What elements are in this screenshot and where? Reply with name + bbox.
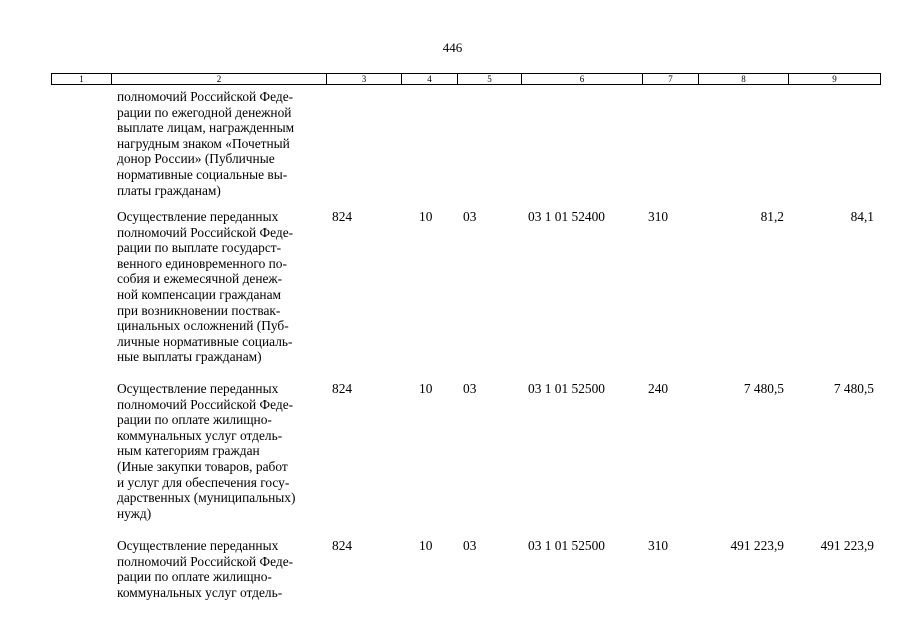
expense-type-code: 310 xyxy=(648,538,669,553)
description-line: личные нормативные социаль- xyxy=(117,333,293,349)
description-line: полномочий Российской Феде- xyxy=(117,224,294,240)
header-col-7: 7 xyxy=(643,74,699,85)
column-number-header xyxy=(51,73,881,85)
description-line: нужд) xyxy=(117,505,152,521)
header-col-5: 5 xyxy=(458,74,522,85)
description-line: донор России» (Публичные xyxy=(117,151,275,167)
amount-col-9: 491 223,9 xyxy=(820,538,874,553)
description-line: ные выплаты гражданам) xyxy=(117,349,262,365)
page-number: 446 xyxy=(442,40,463,55)
description-line: рации по оплате жилищно- xyxy=(117,412,272,428)
ministry-code: 824 xyxy=(332,209,353,224)
header-col-1: 1 xyxy=(52,74,112,85)
description-line: ным категориям граждан xyxy=(117,443,260,459)
description-line: цинальных осложнений (Пуб- xyxy=(117,318,289,334)
description-line: полномочий Российской Феде- xyxy=(117,553,294,569)
subsection-code: 03 xyxy=(463,381,477,396)
description-line: полномочий Российской Феде- xyxy=(117,396,294,412)
description-line: рации по выплате государст- xyxy=(117,240,282,256)
description-line: Осуществление переданных xyxy=(117,538,279,553)
header-col-9: 9 xyxy=(789,74,881,85)
description-line: Осуществление переданных xyxy=(117,381,279,396)
header-col-6: 6 xyxy=(522,74,643,85)
description-line: при возникновении поствак- xyxy=(117,302,281,318)
description-line: рации по оплате жилищно- xyxy=(117,569,272,585)
row-description xyxy=(117,381,327,521)
row-description xyxy=(117,538,327,600)
amount-col-9: 7 480,5 xyxy=(833,381,874,396)
description-line: нормативные социальные вы- xyxy=(117,166,288,182)
description-line: венного единовременного по- xyxy=(117,255,287,271)
target-article-code: 03 1 01 52400 xyxy=(528,209,605,224)
description-line: собия и ежемесячной денеж- xyxy=(117,271,283,287)
subsection-code: 03 xyxy=(463,538,477,553)
description-line: и услуг для обеспечения госу- xyxy=(117,474,290,490)
amount-col-8: 7 480,5 xyxy=(743,381,784,396)
description-line: рации по ежегодной денежной xyxy=(117,104,292,120)
description-line: нагрудным знаком «Почетный xyxy=(117,135,290,151)
section-code: 10 xyxy=(419,538,433,553)
description-line: коммунальных услуг отдель- xyxy=(117,584,283,600)
amount-col-8: 491 223,9 xyxy=(730,538,784,553)
description-line: коммунальных услуг отдель- xyxy=(117,427,283,443)
expense-type-code: 310 xyxy=(648,209,669,224)
description-line: платы гражданам) xyxy=(117,182,221,198)
description-line: выплате лицам, награжденным xyxy=(117,120,295,136)
header-col-4: 4 xyxy=(402,74,458,85)
amount-col-9: 84,1 xyxy=(850,209,874,224)
amount-col-8: 81,2 xyxy=(760,209,784,224)
section-code: 10 xyxy=(419,209,433,224)
ministry-code: 824 xyxy=(332,538,353,553)
description-line: ной компенсации гражданам xyxy=(117,286,282,302)
target-article-code: 03 1 01 52500 xyxy=(528,538,605,553)
section-code: 10 xyxy=(419,381,433,396)
header-col-3: 3 xyxy=(327,74,402,85)
expense-type-code: 240 xyxy=(648,381,669,396)
subsection-code: 03 xyxy=(463,209,477,224)
ministry-code: 824 xyxy=(332,381,353,396)
description-line: (Иные закупки товаров, работ xyxy=(117,458,288,474)
target-article-code: 03 1 01 52500 xyxy=(528,381,605,396)
description-line: дарственных (муниципальных) xyxy=(117,490,296,506)
row-description xyxy=(117,209,327,365)
row-description xyxy=(117,89,327,198)
header-col-2: 2 xyxy=(112,74,327,85)
description-line: Осуществление переданных xyxy=(117,209,279,224)
description-line: полномочий Российской Феде- xyxy=(117,89,294,104)
header-col-8: 8 xyxy=(699,74,789,85)
